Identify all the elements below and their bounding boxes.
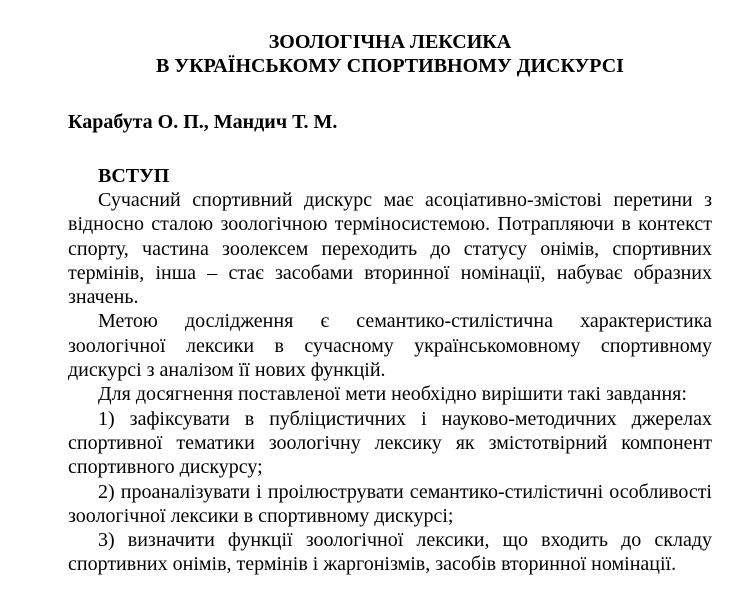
- title-line-2: В УКРАЇНСЬКОМУ СПОРТИВНОМУ ДИСКУРСІ: [156, 55, 624, 77]
- paragraph-intro: Сучасний спортивний дискурс має асоціативно-змістові перетини з відносно сталою зоологічною терміносистемою. Потрапляючи в контекст спорту, частина зоолексем переходить до статусу онімів, спортивних термінів, інша – стає засобами вторинної номінації, набуває образних значень.: [68, 189, 712, 309]
- task-item-1: 1) зафіксувати в публіцистичних і науково-методичних джерелах спортивної тематики зоологічну лексику як змістотвірний компонент спортивного дискурсу;: [68, 407, 712, 479]
- paragraph-tasks-intro: Для досягнення поставленої мети необхідно вирішити такі завдання:: [98, 383, 687, 406]
- document-page: [68, 30, 712, 577]
- authors: Карабута О. П., Мандич Т. М.: [68, 111, 338, 133]
- section-heading: ВСТУП: [98, 165, 170, 187]
- title-line-1: ЗООЛОГІЧНА ЛЕКСИКА: [268, 31, 512, 53]
- task-item-2: 2) проаналізувати і проілюструвати семантико-стилістичні особливості зоологічної лексики в спортивному дискурсі;: [68, 480, 712, 527]
- paragraph-goal: Метою дослідження є семантико-стилістична характеристика зоологічної лексики в сучасному українськомовному спортивному дискурсі з аналізом її нових функцій.: [68, 310, 712, 382]
- task-item-3: 3) визначити функції зоологічної лексики, що входить до складу спортивних онімів, термінів і жаргонізмів, засобів вторинної номінації.: [68, 529, 712, 576]
- article-title: [68, 30, 712, 78]
